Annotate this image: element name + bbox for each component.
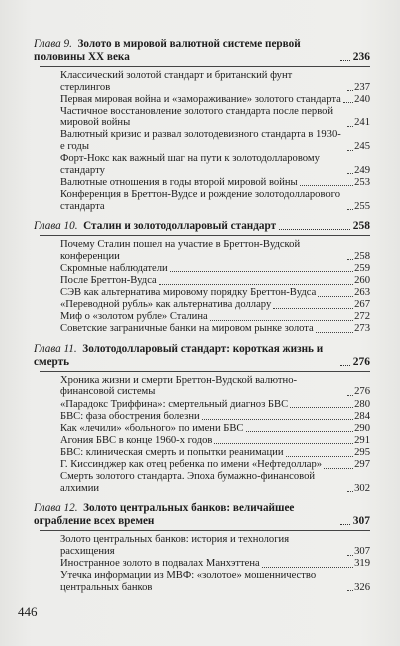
- toc-entry: [60, 375, 370, 398]
- entry-page-number: 273: [354, 323, 370, 335]
- chapter-9: [34, 38, 370, 212]
- entry-title: Конференция в Бреттон-Вудсе и рождение золотодолларового стандарта: [60, 188, 341, 212]
- toc-entry: [60, 177, 370, 189]
- dot-leader: [246, 431, 354, 432]
- chapter-heading: [34, 502, 370, 528]
- chapter-page-number: 276: [352, 355, 370, 368]
- dot-leader: [347, 126, 353, 127]
- entry-page-number: 297: [354, 459, 370, 471]
- dot-leader: [340, 365, 350, 366]
- entry-title: Валютные отношения в годы второй мировой войны: [60, 176, 298, 188]
- toc-entry: [60, 239, 370, 262]
- entry-page-number: 258: [354, 250, 370, 262]
- entry-page-number: 307: [354, 545, 370, 557]
- toc-entry: [60, 447, 370, 459]
- entry-title: Агония БВС в конце 1960-х годов: [60, 434, 213, 446]
- dot-leader: [347, 259, 353, 260]
- entry-title: Как «лечили» «больного» по имени БВС: [60, 422, 244, 434]
- entry-page-number: 326: [354, 581, 370, 593]
- toc-entry: [60, 399, 370, 411]
- entry-title: Валютный кризис и развал золотодевизного стандарта в 1930-е годы: [60, 129, 341, 153]
- toc-entry: [60, 311, 370, 323]
- entry-title: БВС: клиническая смерть и попытки реанимации: [60, 446, 284, 458]
- toc-entry: [60, 189, 370, 212]
- entry-page-number: 240: [354, 93, 370, 105]
- chapter-number: Глава 9.: [34, 38, 72, 50]
- toc-entry: [60, 570, 370, 593]
- entry-page-number: 267: [354, 299, 370, 311]
- dot-leader: [214, 443, 353, 444]
- toc-entry: [60, 70, 370, 93]
- entry-page-number: 249: [354, 164, 370, 176]
- chapter-title: Сталин и золотодолларовый стандарт: [83, 220, 277, 233]
- chapter-number: Глава 11.: [34, 342, 77, 355]
- chapter-page-number: 258: [352, 220, 370, 233]
- toc-entry: [60, 129, 370, 152]
- chapter-heading: [34, 38, 370, 64]
- dot-leader: [210, 320, 353, 321]
- dot-leader: [347, 90, 353, 91]
- entry-page-number: 245: [354, 141, 370, 153]
- entry-page-number: 319: [354, 558, 370, 569]
- entry-page-number: 241: [354, 117, 370, 129]
- dot-leader: [347, 150, 353, 151]
- entry-page-number: 255: [354, 200, 370, 212]
- entry-title: Классический золотой стандарт и британский фунт стерлингов: [60, 70, 293, 93]
- entry-title: Иностранное золото в подвалах Манхэттена: [60, 558, 260, 569]
- entry-page-number: 272: [354, 311, 370, 323]
- toc-entry: [60, 534, 370, 557]
- toc-entry: [60, 263, 370, 275]
- toc-entry: [60, 153, 370, 176]
- entry-page-number: 295: [354, 446, 370, 458]
- dot-leader: [159, 284, 353, 285]
- entry-page-number: 263: [354, 287, 370, 298]
- dot-leader: [340, 524, 350, 525]
- entry-title: СЭВ как альтернатива мировому порядку Бреттон-Вудса: [60, 287, 317, 298]
- toc-entry: [60, 323, 370, 335]
- entry-page-number: 284: [354, 410, 370, 422]
- section-list: [60, 70, 370, 212]
- dot-leader: [347, 590, 353, 591]
- dot-leader: [340, 60, 350, 61]
- entry-title: Почему Сталин пошел на участие в Бреттон-Вудской конференции: [60, 239, 301, 262]
- entry-title: «Парадокс Триффина»: смертельный диагноз БВС: [60, 398, 289, 410]
- chapter-heading: [34, 343, 370, 369]
- chapter-10: [34, 220, 370, 335]
- dot-leader: [318, 296, 353, 297]
- chapter-page-number: 236: [352, 51, 370, 63]
- entry-page-number: 253: [354, 176, 370, 188]
- toc-entry: [60, 94, 370, 106]
- toc-entry: [60, 411, 370, 423]
- entry-page-number: 276: [354, 386, 370, 398]
- entry-page-number: 302: [354, 482, 370, 494]
- entry-page-number: 280: [354, 398, 370, 410]
- dot-leader: [290, 407, 353, 408]
- dot-leader: [262, 567, 353, 568]
- entry-title: Форт-Нокс как важный шаг на пути к золотодолларовому стандарту: [60, 153, 320, 176]
- chapter-title: Золото центральных банков: величайшее ограбление всех времен: [34, 502, 295, 528]
- entry-page-number: 291: [354, 434, 370, 446]
- entry-title: Миф о «золотом рубле» Сталина: [60, 311, 208, 323]
- entry-title: Г. Киссинджер как отец ребенка по имени «Нефтедоллар»: [60, 459, 323, 471]
- dot-leader: [347, 555, 353, 556]
- dot-leader: [316, 332, 353, 333]
- toc-entry: [60, 287, 370, 299]
- toc-entry: [60, 558, 370, 570]
- dot-leader: [347, 491, 353, 492]
- dot-leader: [324, 468, 353, 469]
- section-list: [60, 534, 370, 593]
- chapter-number: Глава 10.: [34, 220, 78, 233]
- entry-page-number: 290: [354, 422, 370, 434]
- chapter-rule: [40, 66, 370, 67]
- toc-entry: [60, 299, 370, 311]
- entry-title: После Бреттон-Вудса: [60, 274, 157, 286]
- entry-title: БВС: фаза обострения болезни: [60, 410, 200, 422]
- entry-page-number: 237: [354, 81, 370, 93]
- chapter-12: [34, 502, 370, 593]
- entry-title: Хроника жизни и смерти Бреттон-Вудской валютно-финансовой системы: [60, 374, 298, 398]
- dot-leader: [273, 308, 353, 309]
- entry-page-number: 260: [354, 274, 370, 286]
- chapter-rule: [40, 235, 370, 236]
- toc-entry: [60, 471, 370, 494]
- toc-entry: [60, 459, 370, 471]
- entry-title: «Переводной рубль» как альтернатива доллару: [60, 299, 272, 311]
- entry-page-number: 259: [354, 262, 370, 274]
- entry-title: Частичное восстановление золотого стандарта после первой мировой войны: [60, 105, 334, 129]
- chapter-rule: [40, 530, 370, 531]
- section-list: [60, 239, 370, 335]
- entry-title: Скромные наблюдатели: [60, 262, 168, 274]
- chapter-11: [34, 343, 370, 494]
- dot-leader: [343, 102, 353, 103]
- dot-leader: [347, 173, 353, 174]
- toc-entry: [60, 423, 370, 435]
- entry-title: Советские заграничные банки на мировом рынке золота: [60, 323, 314, 335]
- toc-entry: [60, 275, 370, 287]
- entry-title: Утечка информации из МВФ: «золотое» мошенничество центральных банков: [60, 570, 317, 593]
- dot-leader: [347, 209, 353, 210]
- dot-leader: [286, 456, 354, 457]
- chapter-page-number: 307: [352, 515, 370, 528]
- entry-title: Золото центральных банков: история и технология расхищения: [60, 534, 290, 557]
- section-list: [60, 375, 370, 494]
- page-number-folio: 446: [18, 604, 38, 619]
- toc-entry: [60, 435, 370, 447]
- chapter-heading: [34, 220, 370, 233]
- chapter-title: Золото в мировой валютной системе первой половины XX века: [34, 38, 301, 63]
- dot-leader: [279, 229, 350, 230]
- chapter-title: Золотодолларовый стандарт: короткая жизнь и смерть: [34, 342, 324, 368]
- dot-leader: [300, 185, 353, 186]
- dot-leader: [170, 271, 353, 272]
- entry-title: Первая мировая война и «замораживание» золотого стандарта: [60, 93, 341, 105]
- entry-title: Смерть золотого стандарта. Эпоха бумажно-финансовой алхимии: [60, 471, 316, 494]
- dot-leader: [202, 419, 353, 420]
- chapter-number: Глава 12.: [34, 502, 78, 515]
- dot-leader: [347, 395, 353, 396]
- chapter-rule: [40, 371, 370, 372]
- toc-entry: [60, 106, 370, 129]
